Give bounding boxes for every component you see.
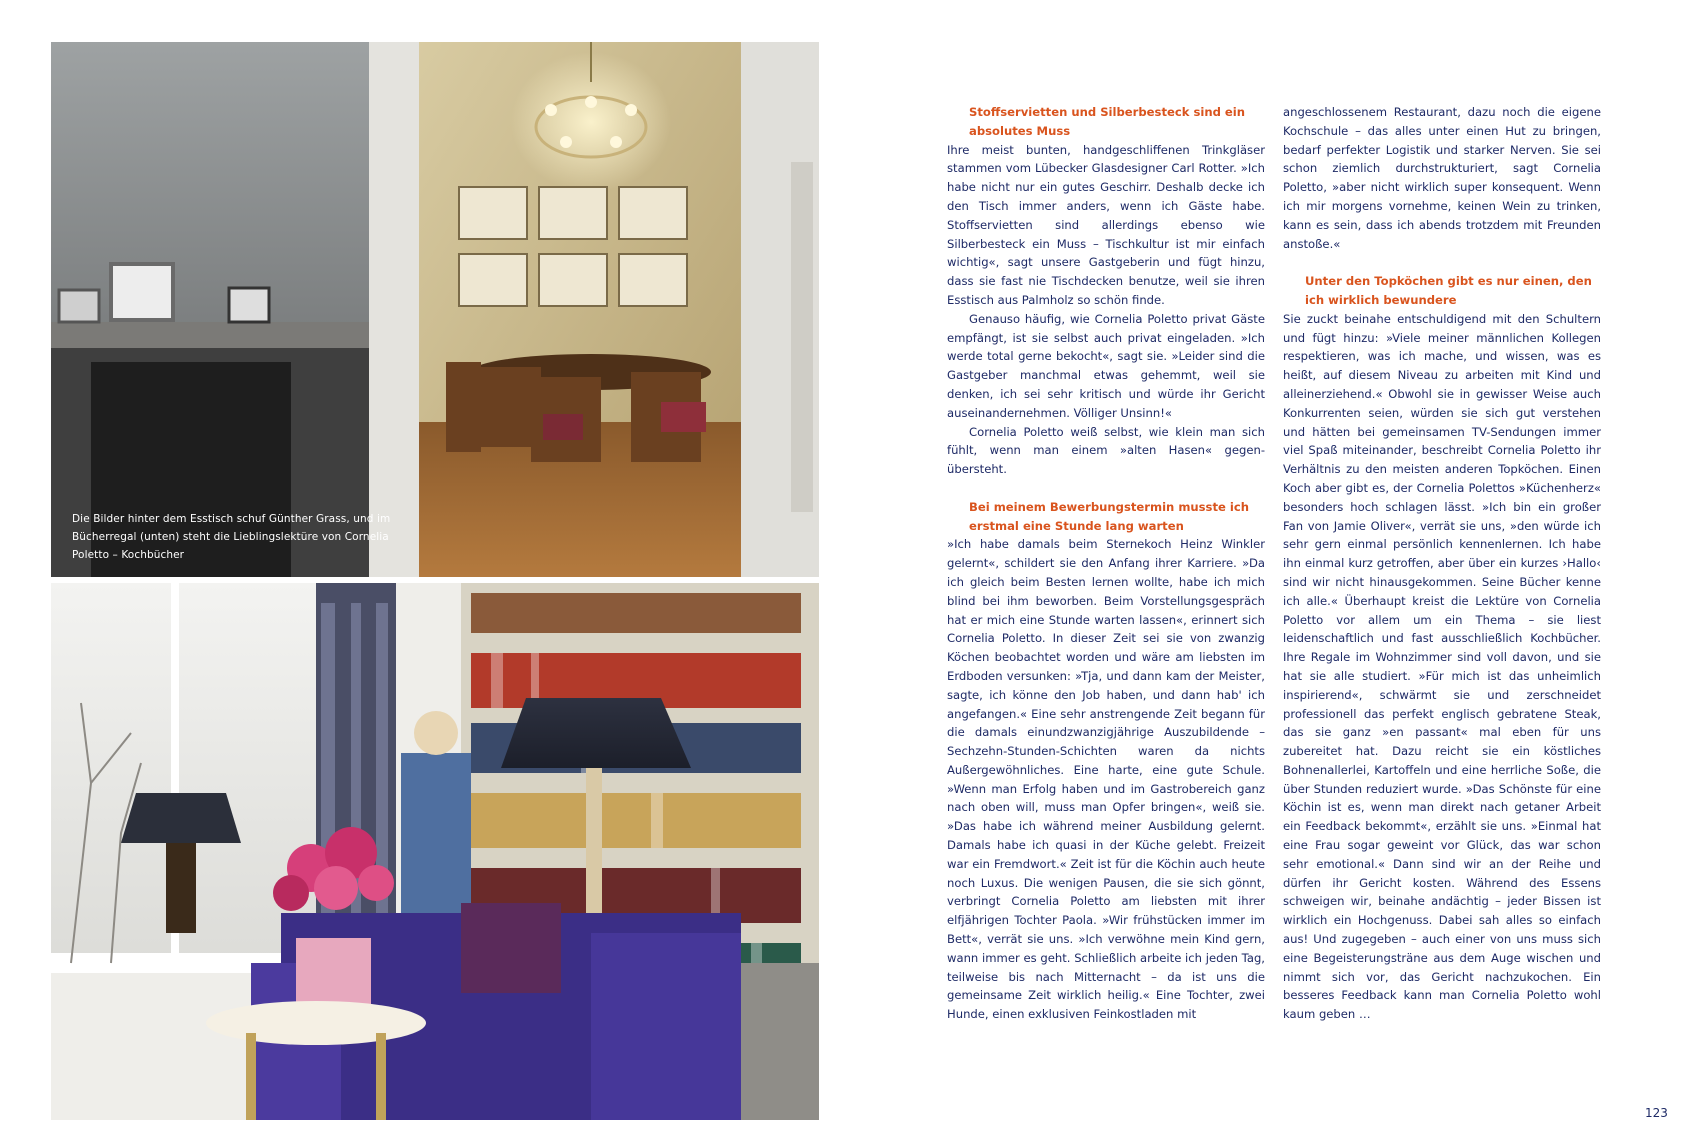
paragraph: Sie zuckt beinahe entschuldigend mit den Schultern und fügt hinzu: »Viele meiner männlichen Kollegen respektieren, was ich mache, und wissen, was es heißt, auf diesem Niveau zu arbeiten mit Kind und alleinerziehend.« Obwohl sie in gewisser Weise auch Konkurrenten seien, würden sie sich gut verstehen und hätten bei gemeinsamen TV-Sendungen immer viel Spaß miteinander, beschreibt Cornelia Poletto ihr Verhältnis zu den meisten anderen Topköchen. Einen Koch aber gibt es, der Cornelia Polettos »Küchenherz« besonders hoch schlagen lässt. »Ich bin ein großer Fan von Jamie Oliver«, verrät sie uns, »den würde ich sehr gern einmal persönlich kennenlernen. Ich habe ihn einmal kurz getroffen, aber über ein kurzes ›Hallo‹ sind wir nicht hinausgekommen. Seine Bücher kenne ich alle.« Überhaupt kreist die Lektüre von Cornelia Poletto vor allem um ein Thema – sie liest leidenschaftlich und fast ausschließlich Kochbücher. Ihre Regale im Wohnzimmer sind voll davon, und sie hat sie alle studiert. »Für mich ist das unheimlich inspirierend«, schwärmt sie und zerschneidet professionell das perfekt englisch gebratene Steak, das sie ganz »en passant« mal eben für uns zubereitet hat. Dazu reicht sie ein köstliches Bohnenallerlei, Kartoffeln und eine herrliche Soße, die über Stunden reduziert wurde. »Das Schönste für eine Köchin ist es, wenn man direkt nach getaner Arbeit ein Feedback bekommt«, erzählt sie uns. »Einmal hat eine Frau sogar geweint vor Glück, das war schon sehr emotional.« Dann sind wir an der Reihe und dürfen ihr Gericht kosten. Während des Essens schweigen wir, beinahe andächtig – jeder Bissen ist wirklich ein Hochgenuss. Dabei sah alles so einfach aus! Und zugegeben – auch einer von uns muss sich eine Begeisterungsträne aus dem Auge wischen und nimmt sich vor, das Gericht nachzukochen. Ein besseres Feedback kann man Cornelia Poletto wohl kaum geben …	[1283, 311, 1601, 1022]
text-column-left	[947, 103, 1265, 1024]
page-number: 123	[1645, 1106, 1668, 1120]
paragraph: angeschlossenem Restaurant, dazu noch die eigene Kochschule – das alles unter einen Hut zu bringen, bedarf perfekter Logistik und starker Nerven. Sie sei schon ziemlich durchstrukturiert, sagt Cornelia Poletto, »aber nicht wirklich super konsequent. Wenn ich mir morgens vornehme, keinen Wein zu trinken, kann es sein, dass ich abends trotzdem mit Freunden anstoße.«	[1283, 105, 1601, 251]
paragraph: »Ich habe damals beim Sternekoch Heinz Winkler gelernt«, schildert sie den Anfang ihrer Karriere. »Da ich gleich beim Besten lernen wollte, habe ich mich blind bei ihm beworben. Beim Vorstellungsgespräch hat er mich eine Stunde warten lassen«, erinnert sich Cornelia Poletto. In dieser Zeit sei sie von zwanzig Köchen beobachtet worden und wäre am liebsten im Erdboden versunken: »Tja, und dann kam der Meister, sagte, ich könne den Job haben, und dann hab' ich angefangen.« Eine sehr anstrengende Zeit begann für die damals einundzwanzigjährige Auszubildende – Sechzehn-Stunden-Schichten waren da nichts Außergewöhnliches. Eine harte, eine gute Schule. »Wenn man Erfolg haben und im Gastrobereich ganz nach oben will, muss man Opfer bringen«, weiß sie. »Das habe ich während meiner Ausbildung gelernt. Damals habe ich quasi in der Küche gelebt. Freizeit war ein Fremdwort.« Zeit ist für die Köchin auch heute noch Luxus. Die wenigen Pausen, die sie sich gönnt, verbringt Cornelia Poletto am liebsten mit ihrer elfjährigen Tochter Paola. »Wir frühstücken immer im Bett«, verrät sie uns. »Ich verwöhne mein Kind gern, wann immer es geht. Schließlich arbeite ich jeden Tag, teilweise bis nach Mitternacht – da ist uns die gemeinsame Zeit wirklich heilig.« Eine Tochter, zwei Hunde, einen exklusiven Feinkostladen mit	[947, 537, 1265, 1022]
text-column-right	[1283, 103, 1601, 1024]
section-heading: Unter den Topköchen gibt es nur einen, den ich wirklich bewundere	[1305, 274, 1592, 307]
photo-caption: Die Bilder hinter dem Esstisch schuf Günther Grass, und im Bücherregal (unten) steht die Lieblingslektüre von Cornelia Poletto – Kochbücher	[72, 513, 391, 561]
section-heading: Bei meinem Bewerbungstermin musste ich erstmal eine Stunde lang warten	[969, 499, 1250, 533]
paragraph: Genauso häufig, wie Cornelia Poletto privat Gäste empfängt, ist sie selbst auch privat eingeladen. »Ich werde total gerne bekocht«, sagt sie. »Leider sind die Gastgeber manchmal etwas gehemmt, weil sie denken, ich sei sehr kritisch und würde ihr Gericht auseinandernehmen. Völliger Unsinn!«	[947, 311, 1265, 420]
paragraph: Cornelia Poletto weiß selbst, wie klein man sich fühlt, wenn man einem »alten Hasen« gegenübersteht.	[947, 424, 1265, 477]
paragraph: Ihre meist bunten, handgeschliffenen Trinkgläser stammen vom Lübecker Glasdesigner Carl Rotter. »Ich habe nicht nur ein gutes Geschirr. Deshalb decke ich den Tisch immer anders, wenn ich Gäste habe. Stoffservietten sind allerdings ebenso wie Silberbesteck ein Muss – Tischkultur ist mir einfach wichtig«, sagt unsere Gastgeberin und fügt hinzu, dass sie fast nie Tischdecken benutze, weil sie ihren Esstisch aus Palmholz so schön finde.	[947, 142, 1265, 307]
section-heading: Stoffservietten und Silberbesteck sind ein absolutes Muss	[969, 105, 1246, 138]
living-room-photo	[51, 583, 819, 1120]
dining-room-photo	[51, 42, 819, 577]
